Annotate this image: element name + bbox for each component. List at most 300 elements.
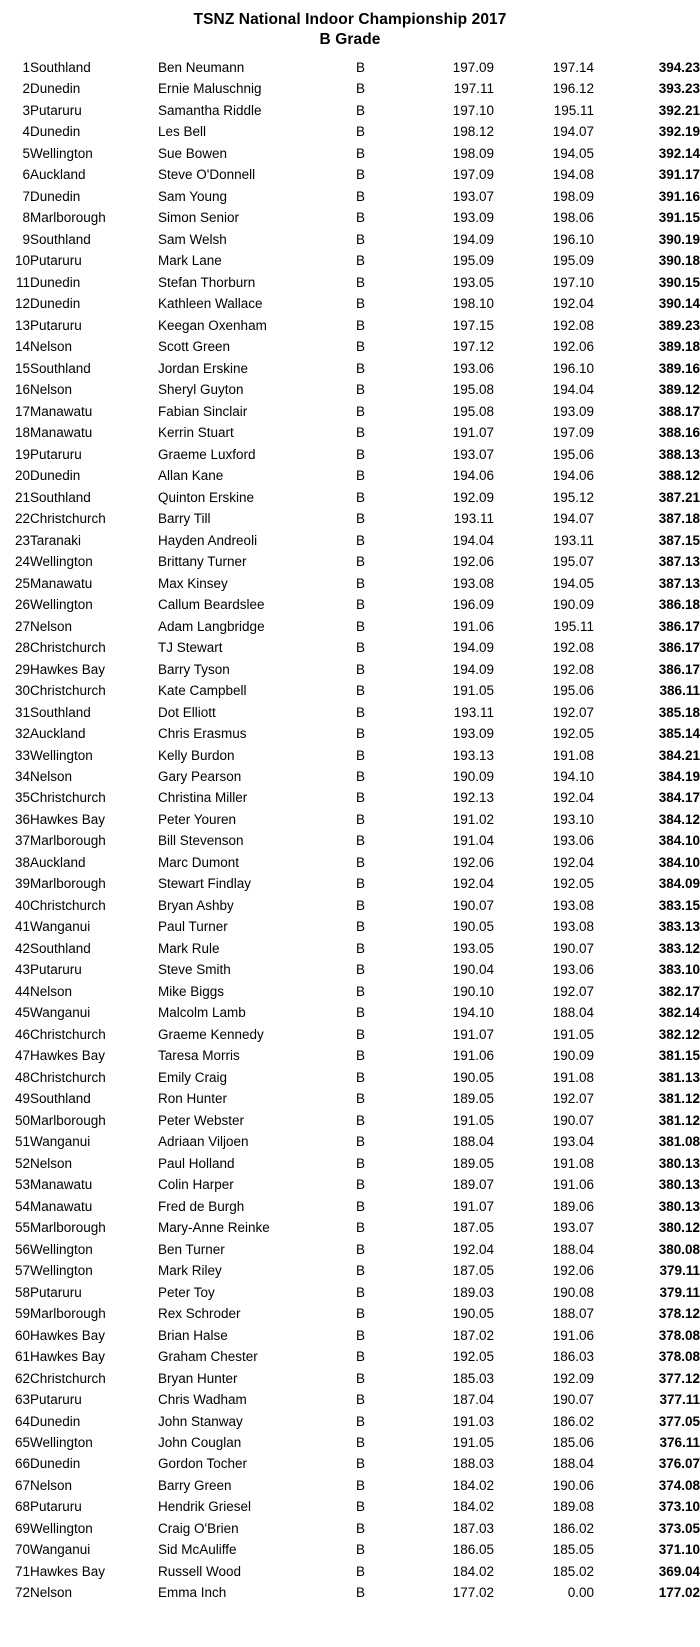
score1-cell: 185.03 (452, 1370, 494, 1386)
score1-cell: 190.09 (452, 768, 494, 784)
total-cell: 380.13 (658, 1177, 700, 1193)
club-cell: Wellington (30, 1520, 93, 1536)
club-cell: Marlborough (30, 1220, 106, 1236)
score2-cell: 194.07 (552, 124, 594, 140)
score2-cell: 192.04 (552, 790, 594, 806)
rank-cell: 42 (14, 940, 30, 956)
score2-cell: 196.12 (552, 81, 594, 97)
grade-cell: B (356, 253, 366, 269)
total-cell: 389.18 (658, 339, 700, 355)
score2-cell: 194.05 (552, 575, 594, 591)
table-row (0, 1174, 700, 1195)
grade-cell: B (356, 876, 366, 892)
grade-cell: B (356, 1456, 366, 1472)
total-cell: 373.10 (658, 1499, 700, 1515)
rank-cell: 2 (22, 81, 30, 97)
rank-cell: 56 (14, 1241, 30, 1257)
table-row (0, 186, 700, 207)
name-cell: Dot Elliott (158, 704, 216, 720)
total-cell: 380.08 (658, 1241, 700, 1257)
score1-cell: 191.07 (452, 1198, 494, 1214)
total-cell: 380.13 (658, 1198, 700, 1214)
score1-cell: 194.09 (452, 640, 494, 656)
table-row (0, 272, 700, 293)
grade-cell: B (356, 1563, 366, 1579)
grade-cell: B (356, 554, 366, 570)
score2-cell: 192.05 (552, 726, 594, 742)
club-cell: Nelson (30, 382, 73, 398)
name-cell: Quinton Erskine (158, 489, 255, 505)
table-row (0, 680, 700, 701)
score2-cell: 190.06 (552, 1477, 594, 1493)
total-cell: 377.12 (658, 1370, 700, 1386)
grade-cell: B (356, 1392, 366, 1408)
name-cell: Stewart Findlay (158, 876, 252, 892)
score1-cell: 193.09 (452, 210, 494, 226)
club-cell: Dunedin (30, 81, 81, 97)
name-cell: Hayden Andreoli (158, 532, 258, 548)
grade-cell: B (356, 317, 366, 333)
total-cell: 390.15 (658, 274, 700, 290)
grade-cell: B (356, 683, 366, 699)
score1-cell: 191.06 (452, 618, 494, 634)
rank-cell: 58 (14, 1284, 30, 1300)
total-cell: 386.11 (659, 683, 700, 699)
table-row (0, 895, 700, 916)
total-cell: 384.17 (658, 790, 700, 806)
club-cell: Wanganui (30, 1542, 91, 1558)
total-cell: 389.16 (658, 360, 700, 376)
total-cell: 392.19 (658, 124, 700, 140)
table-row (0, 1561, 700, 1582)
name-cell: Fabian Sinclair (158, 403, 248, 419)
name-cell: Adam Langbridge (158, 618, 265, 634)
score1-cell: 193.09 (452, 726, 494, 742)
score2-cell: 195.06 (552, 683, 594, 699)
name-cell: Christina Miller (158, 790, 248, 806)
table-row (0, 293, 700, 314)
table-row (0, 809, 700, 830)
score2-cell: 195.12 (552, 489, 594, 505)
score1-cell: 193.07 (452, 446, 494, 462)
rank-cell: 48 (14, 1069, 30, 1085)
rank-cell: 24 (14, 554, 30, 570)
rank-cell: 53 (14, 1177, 30, 1193)
total-cell: 391.17 (658, 167, 700, 183)
table-row (0, 1282, 700, 1303)
rank-cell: 40 (14, 897, 30, 913)
grade-cell: B (356, 962, 366, 978)
table-row (0, 594, 700, 615)
grade-cell: B (356, 1155, 366, 1171)
name-cell: Malcolm Lamb (158, 1005, 246, 1021)
table-row (0, 659, 700, 680)
grade-cell: B (356, 1413, 366, 1429)
total-cell: 389.12 (658, 382, 700, 398)
club-cell: Taranaki (30, 532, 82, 548)
rank-cell: 41 (14, 919, 30, 935)
score1-cell: 193.06 (452, 360, 494, 376)
name-cell: Sid McAuliffe (158, 1542, 237, 1558)
club-cell: Dunedin (30, 1456, 81, 1472)
total-cell: 391.15 (658, 210, 700, 226)
rank-cell: 38 (14, 854, 30, 870)
table-row (0, 164, 700, 185)
club-cell: Manawatu (30, 1177, 93, 1193)
score2-cell: 188.04 (552, 1241, 594, 1257)
score2-cell: 186.02 (552, 1413, 594, 1429)
rank-cell: 51 (14, 1134, 30, 1150)
grade-cell: B (356, 747, 366, 763)
table-row (0, 207, 700, 228)
name-cell: Russell Wood (158, 1563, 242, 1579)
rank-cell: 66 (14, 1456, 30, 1472)
total-cell: 389.23 (658, 317, 700, 333)
name-cell: Craig O'Brien (158, 1520, 239, 1536)
grade-cell: B (356, 339, 366, 355)
total-cell: 386.17 (658, 661, 700, 677)
table-row (0, 121, 700, 142)
total-cell: 384.19 (658, 768, 700, 784)
score1-cell: 192.09 (452, 489, 494, 505)
total-cell: 387.13 (658, 554, 700, 570)
grade-cell: B (356, 1263, 366, 1279)
name-cell: Sue Bowen (158, 145, 228, 161)
score1-cell: 192.05 (452, 1349, 494, 1365)
score2-cell: 197.14 (552, 60, 594, 75)
table-row (0, 959, 700, 980)
name-cell: Emma Inch (158, 1585, 227, 1601)
total-cell: 393.23 (658, 81, 700, 97)
score2-cell: 191.08 (552, 747, 594, 763)
score1-cell: 189.05 (452, 1155, 494, 1171)
grade-cell: B (356, 403, 366, 419)
name-cell: Steve Smith (158, 962, 231, 978)
rank-cell: 60 (14, 1327, 30, 1343)
score2-cell: 193.11 (553, 532, 594, 548)
club-cell: Putaruru (30, 1392, 82, 1408)
score2-cell: 192.06 (552, 1263, 594, 1279)
table-row (0, 487, 700, 508)
grade-cell: B (356, 1091, 366, 1107)
total-cell: 385.18 (658, 704, 700, 720)
rank-cell: 54 (14, 1198, 30, 1214)
table-row (0, 745, 700, 766)
table-row (0, 616, 700, 637)
table-row (0, 1024, 700, 1045)
score1-cell: 193.05 (452, 274, 494, 290)
score1-cell: 184.02 (452, 1563, 494, 1579)
club-cell: Wanganui (30, 1134, 91, 1150)
score1-cell: 184.02 (452, 1477, 494, 1493)
grade-cell: B (356, 726, 366, 742)
score1-cell: 188.04 (452, 1134, 494, 1150)
grade-cell: B (356, 188, 366, 204)
table-row (0, 250, 700, 271)
club-cell: Putaruru (30, 1284, 82, 1300)
table-row (0, 530, 700, 551)
score2-cell: 197.09 (552, 425, 594, 441)
name-cell: Barry Till (158, 511, 211, 527)
table-row (0, 1411, 700, 1432)
score2-cell: 190.07 (552, 1112, 594, 1128)
club-cell: Putaruru (30, 446, 82, 462)
total-cell: 394.23 (658, 60, 700, 75)
score2-cell: 185.05 (552, 1542, 594, 1558)
score1-cell: 194.04 (452, 532, 494, 548)
grade-cell: B (356, 1349, 366, 1365)
score1-cell: 192.13 (452, 790, 494, 806)
total-cell: 369.04 (658, 1563, 700, 1579)
club-cell: Wellington (30, 597, 93, 613)
rank-cell: 46 (14, 1026, 30, 1042)
rank-cell: 62 (14, 1370, 30, 1386)
club-cell: Hawkes Bay (30, 661, 106, 677)
grade-cell: B (356, 854, 366, 870)
grade-cell: B (356, 811, 366, 827)
score1-cell: 187.05 (452, 1263, 494, 1279)
table-row (0, 1539, 700, 1560)
name-cell: Sheryl Guyton (158, 382, 244, 398)
club-cell: Dunedin (30, 1413, 81, 1429)
score1-cell: 187.02 (452, 1327, 494, 1343)
total-cell: 382.17 (658, 983, 700, 999)
club-cell: Nelson (30, 983, 73, 999)
name-cell: Bryan Ashby (158, 897, 234, 913)
club-cell: Christchurch (30, 1370, 106, 1386)
total-cell: 387.21 (658, 489, 700, 505)
grade-cell: B (356, 575, 366, 591)
name-cell: Ernie Maluschnig (158, 81, 262, 97)
page-title (0, 0, 700, 50)
club-cell: Hawkes Bay (30, 1048, 106, 1064)
table-row (0, 981, 700, 1002)
grade-cell: B (356, 360, 366, 376)
name-cell: Kathleen Wallace (158, 296, 263, 312)
table-row (0, 1518, 700, 1539)
table-row (0, 229, 700, 250)
table-row (0, 723, 700, 744)
table-row (0, 508, 700, 529)
name-cell: Kate Campbell (158, 683, 247, 699)
rank-cell: 69 (14, 1520, 30, 1536)
rank-cell: 8 (22, 210, 30, 226)
table-row (0, 1432, 700, 1453)
total-cell: 384.09 (658, 876, 700, 892)
table-row (0, 358, 700, 379)
total-cell: 391.16 (658, 188, 700, 204)
club-cell: Wellington (30, 1435, 93, 1450)
table-row (0, 830, 700, 851)
table-row (0, 551, 700, 572)
score2-cell: 196.10 (552, 360, 594, 376)
grade-cell: B (356, 446, 366, 462)
score2-cell: 193.07 (552, 1220, 594, 1236)
rank-cell: 1 (22, 60, 30, 75)
name-cell: Gordon Tocher (158, 1456, 248, 1472)
club-cell: Wellington (30, 1263, 93, 1279)
name-cell: Callum Beardslee (158, 597, 265, 613)
club-cell: Marlborough (30, 210, 106, 226)
name-cell: Brian Halse (158, 1327, 228, 1343)
name-cell: Paul Turner (158, 919, 228, 935)
score2-cell: 192.05 (552, 876, 594, 892)
club-cell: Dunedin (30, 274, 81, 290)
grade-cell: B (356, 425, 366, 441)
score1-cell: 198.10 (452, 296, 494, 312)
grade-cell: B (356, 532, 366, 548)
rank-cell: 63 (14, 1392, 30, 1408)
score1-cell: 191.05 (452, 1435, 494, 1450)
table-row (0, 1303, 700, 1324)
score1-cell: 191.07 (452, 425, 494, 441)
total-cell: 382.14 (658, 1005, 700, 1021)
score1-cell: 195.09 (452, 253, 494, 269)
grade-cell: B (356, 1069, 366, 1085)
rank-cell: 30 (14, 683, 30, 699)
score2-cell: 192.04 (552, 854, 594, 870)
score2-cell: 194.04 (552, 382, 594, 398)
score1-cell: 197.11 (453, 81, 494, 97)
rank-cell: 67 (14, 1477, 30, 1493)
name-cell: Brittany Turner (158, 554, 247, 570)
name-cell: Ben Turner (158, 1241, 225, 1257)
rank-cell: 65 (14, 1435, 30, 1450)
club-cell: Wellington (30, 1241, 93, 1257)
name-cell: Peter Webster (158, 1112, 245, 1128)
grade-cell: B (356, 704, 366, 720)
score2-cell: 198.06 (552, 210, 594, 226)
grade-cell: B (356, 1241, 366, 1257)
score1-cell: 186.05 (452, 1542, 494, 1558)
grade-cell: B (356, 145, 366, 161)
score1-cell: 193.13 (452, 747, 494, 763)
score1-cell: 191.06 (452, 1048, 494, 1064)
name-cell: Graeme Kennedy (158, 1026, 264, 1042)
score1-cell: 193.11 (453, 511, 494, 527)
score2-cell: 192.04 (552, 296, 594, 312)
score2-cell: 190.08 (552, 1284, 594, 1300)
total-cell: 384.12 (658, 811, 700, 827)
club-cell: Hawkes Bay (30, 811, 106, 827)
score1-cell: 193.08 (452, 575, 494, 591)
total-cell: 392.21 (658, 102, 700, 118)
score1-cell: 187.04 (452, 1392, 494, 1408)
results-table-body (0, 57, 700, 1604)
score1-cell: 189.03 (452, 1284, 494, 1300)
club-cell: Manawatu (30, 403, 93, 419)
grade-cell: B (356, 124, 366, 140)
rank-cell: 44 (14, 983, 30, 999)
score1-cell: 198.12 (452, 124, 494, 140)
rank-cell: 47 (14, 1048, 30, 1064)
club-cell: Auckland (30, 854, 86, 870)
club-cell: Nelson (30, 1477, 73, 1493)
total-cell: 378.12 (658, 1306, 700, 1322)
score1-cell: 193.11 (453, 704, 494, 720)
rank-cell: 28 (14, 640, 30, 656)
rank-cell: 5 (22, 145, 30, 161)
score1-cell: 198.09 (452, 145, 494, 161)
rank-cell: 20 (14, 468, 30, 484)
rank-cell: 3 (22, 102, 30, 118)
total-cell: 388.12 (658, 468, 700, 484)
grade-cell: B (356, 1542, 366, 1558)
total-cell: 374.08 (658, 1477, 700, 1493)
score1-cell: 184.02 (452, 1499, 494, 1515)
rank-cell: 13 (14, 317, 30, 333)
rank-cell: 71 (14, 1563, 30, 1579)
results-table (0, 57, 700, 1604)
total-cell: 381.08 (658, 1134, 700, 1150)
total-cell: 390.14 (658, 296, 700, 312)
score1-cell: 189.07 (452, 1177, 494, 1193)
score2-cell: 188.04 (552, 1005, 594, 1021)
total-cell: 373.05 (658, 1520, 700, 1536)
total-cell: 378.08 (658, 1327, 700, 1343)
total-cell: 392.14 (658, 145, 700, 161)
score1-cell: 194.10 (452, 1005, 494, 1021)
club-cell: Christchurch (30, 790, 106, 806)
name-cell: Kelly Burdon (158, 747, 235, 763)
total-cell: 390.18 (658, 253, 700, 269)
rank-cell: 72 (14, 1585, 30, 1601)
club-cell: Nelson (30, 618, 73, 634)
score2-cell: 189.08 (552, 1499, 594, 1515)
score2-cell: 0.00 (567, 1585, 594, 1601)
total-cell: 383.13 (658, 919, 700, 935)
name-cell: Ron Hunter (158, 1091, 228, 1107)
grade-cell: B (356, 640, 366, 656)
score1-cell: 191.02 (452, 811, 494, 827)
grade-cell: B (356, 489, 366, 505)
grade-cell: B (356, 1306, 366, 1322)
score2-cell: 195.11 (553, 618, 594, 634)
name-cell: Sam Young (158, 188, 228, 204)
table-row (0, 787, 700, 808)
name-cell: Les Bell (158, 124, 207, 140)
table-row (0, 315, 700, 336)
club-cell: Putaruru (30, 317, 82, 333)
score2-cell: 188.07 (552, 1306, 594, 1322)
rank-cell: 7 (22, 188, 30, 204)
rank-cell: 33 (14, 747, 30, 763)
table-row (0, 1088, 700, 1109)
name-cell: Peter Youren (158, 811, 237, 827)
table-row (0, 637, 700, 658)
score2-cell: 185.06 (552, 1435, 594, 1450)
club-cell: Dunedin (30, 124, 81, 140)
score2-cell: 194.10 (552, 768, 594, 784)
total-cell: 383.15 (658, 897, 700, 913)
total-cell: 386.18 (658, 597, 700, 613)
score2-cell: 191.06 (552, 1177, 594, 1193)
rank-cell: 6 (22, 167, 30, 183)
name-cell: Adriaan Viljoen (158, 1134, 249, 1150)
total-cell: 380.13 (658, 1155, 700, 1171)
name-cell: Scott Green (158, 339, 231, 355)
grade-cell: B (356, 102, 366, 118)
grade-cell: B (356, 983, 366, 999)
grade-cell: B (356, 274, 366, 290)
score1-cell: 191.03 (452, 1413, 494, 1429)
score1-cell: 177.02 (452, 1585, 494, 1601)
club-cell: Auckland (30, 167, 86, 183)
total-cell: 386.17 (658, 640, 700, 656)
score2-cell: 196.10 (552, 231, 594, 247)
grade-cell: B (356, 1026, 366, 1042)
score2-cell: 191.08 (552, 1069, 594, 1085)
